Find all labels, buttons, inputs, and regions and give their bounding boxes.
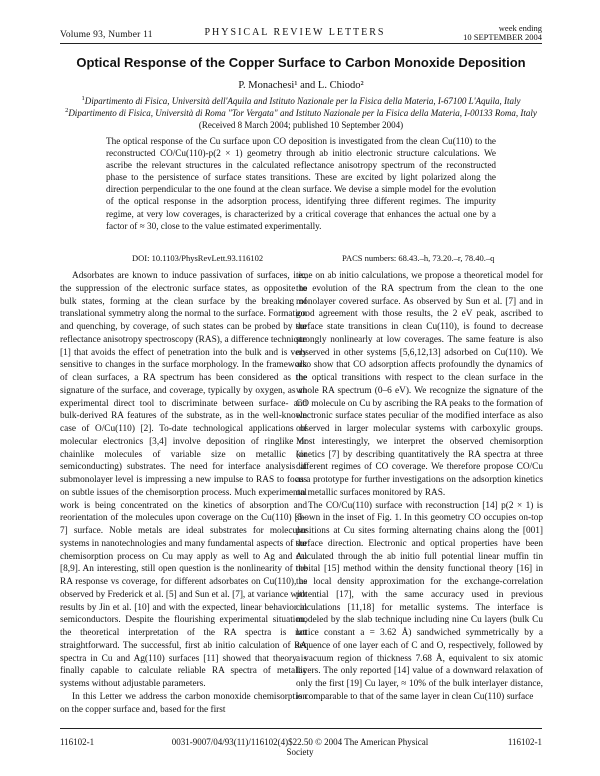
- pacs-numbers: PACS numbers: 68.43.–h, 73.20.–r, 78.40.–q: [342, 253, 495, 263]
- affiliation-2: [60, 107, 542, 118]
- paragraph: Adsorbates are known to induce passivation of surfaces, i.e., the suppression of the electronic surface states, as opposite to bulk states, forming at the clean surface by the breaking of translational symmetry along the normal to the surface. Formation and quenching, by coverage, of such states can be probed by the reflectance anisotropy spectroscopy (RAS), a difference technique [1] that avoids the effect of penetration into the bulk and is very sensitive to changes in the surface morphology. In the framework of clean surfaces, a RA spectrum has been considered as the signature of the surface, and coverage, typically by oxygen, as an experimental direct tool to discriminate between surface- and bulk-derived RA features of the substrate, as in the well-known case of O/Cu(110) [2]. To-date technological applications of molecular electronics [3,4] involve deposition of ringlike or chainlike molecules of variable size on metallic (or semiconducting) substrates. The need for interface analysis at submonolayer level is impressing a new impulse to RAS to focus on subtle issues of the chemisorption process. Much experimental work is being concentrated on the kinetics of absorption and reorientation of the molecules upon coverage on the Cu(110) [5–7] surface. Noble metals are ideal substrates for molecular systems in nanotechnologies and many fundamental aspects of the chemisorption process on Cu may apply as well to Ag and Au [8,9]. An interesting, still open question is the nonlinearity of the RA response vs coverage, for different adsorbates on Cu(110), as observed by Frederick et al. [5] and Sun et al. [7], at variance with results by Jin et al. [10] and with the expected, linear behavior in semiconductors. Despite the flourishing experimental situation, the theoretical interpretation of the RA spectra is not straightforward. The successful, first ab initio calculation of RA spectra in Cu and Ag(110) surfaces [11] showed that theory is finally capable to calculate reliable RA spectra of metallic systems without adjustable parameters.: [60, 271, 307, 689]
- right-column: [296, 270, 543, 704]
- received-dates: (Received 8 March 2004; published 10 September 2004): [198, 120, 404, 130]
- affiliation-1: [60, 95, 542, 106]
- paper-title: Optical Response of the Copper Surface to Carbon Monoxide Deposition: [76, 55, 526, 70]
- footer-rule: [60, 728, 542, 729]
- page-number-left: 116102-1: [60, 737, 95, 747]
- paragraph: The CO/Cu(110) surface with reconstruction [14] p(2 × 1) is shown in the inset of Fig. 1. In this geometry CO occupies on-top positions at Cu sites forming alternating chains along the [001] surface direction. Electronic and optical properties have been calculated through the ab initio full potential linear muffin tin orbital [15] method within the density functional theory [16] in the local density approximation for the exchange-correlation potential [17], with the same accuracy used in previous calculations [11,18] for metallic systems. The interface is modeled by the slab technique including nine Cu layers (bulk Cu lattice constant a = 3.62 Å) sandwiched symmetrically by a sequence of one layer each of C and O, respectively, followed by a vacuum region of thickness 7.68 Å, equivalent to six atomic layers. The only reported [14] value of a downward relaxation of only the first [19] Cu layer, ≈ 10% of the bulk interlayer distance, is comparable to that of the same layer in clean Cu(110) surface: [296, 500, 543, 702]
- copyright-line: 0031-9007/04/93(11)/116102(4)$22.50 © 2004 The American Physical Society: [171, 737, 429, 757]
- paragraph: time on ab initio calculations, we propose a theoretical model for the evolution of the RA spectrum from the clean to the one monolayer covered surface. As observed by Sun et al. [7] and in good agreement with those results, the 2 eV peak, ascribed to surface state transitions in clean Cu(110), is found to decrease strongly nonlinearly at low coverages. The same feature is also observed in other systems [5,6,12,13] adsorbed on Cu(110). We also show that CO adsorption affects profoundly the dynamics of the optical transitions with respect to the clean surface in the whole RA spectrum (0–6 eV). We recognize the signature of the CO molecule on Cu by ascribing the RA peaks to the formation of electronic surface states peculiar of the modified interface as also observed in larger molecular systems with carboxylic groups. Most interestingly, we interpret the observed chemisorption kinetics [7] by describing quantitatively the RA spectra at three different regimes of CO coverage. We therefore propose CO/Cu as a prototype for further investigations on the adsorption kinetics on metallic surfaces monitored by RAS.: [296, 271, 543, 498]
- abstract: The optical response of the Cu surface upon CO deposition is investigated from the clean Cu(110) to the reconstructed CO/Cu(110)-p(2 × 1) geometry through ab initio electronic structure calculations. We ascribe the relevant structures in the calculated reflectance anisotropy spectrum of the reconstructed phase to the persistence of surface states transitions. These are excited by light polarized along the direction perpendicular to the one found at the clean surface. We devise a simple model for the evolution of the optical response in the adsorption process, identifying three different regimes. The impurity regime, at very low coverages, is characterized by a critical coverage that enhances the actual one by a factor of ≈ 30, close to the value estimated experimentally.: [106, 136, 496, 231]
- authors: P. Monachesi¹ and L. Chiodo²: [238, 80, 364, 91]
- week-ending-label: week ending: [498, 23, 542, 33]
- volume-number: Volume 93, Number 11: [60, 30, 153, 40]
- header-rule: [60, 43, 542, 44]
- affiliation-text: Dipartimento di Fisica, Università di Roma "Tor Vergata" and Istituto Nazionale per la Fisica della Materia, I-00133 Roma, Italy: [68, 108, 537, 118]
- left-column: [60, 270, 307, 716]
- journal-name: PHYSICAL REVIEW LETTERS: [204, 27, 386, 38]
- page-number-right: 116102-1: [507, 737, 542, 747]
- affiliation-mark: 1: [81, 95, 85, 102]
- paragraph: In this Letter we address the carbon monoxide chemisorption on the copper surface and, based for the first: [60, 691, 307, 715]
- affiliation-mark: 2: [65, 107, 69, 114]
- issue-date: [463, 24, 542, 42]
- doi[interactable]: DOI: 10.1103/PhysRevLett.93.116102: [132, 253, 264, 263]
- affiliation-text: Dipartimento di Fisica, Università dell'Aquila and Istituto Nazionale per la Fisica della Materia, I-67100 L'Aquila, Italy: [84, 96, 521, 106]
- date: 10 SEPTEMBER 2004: [463, 32, 542, 42]
